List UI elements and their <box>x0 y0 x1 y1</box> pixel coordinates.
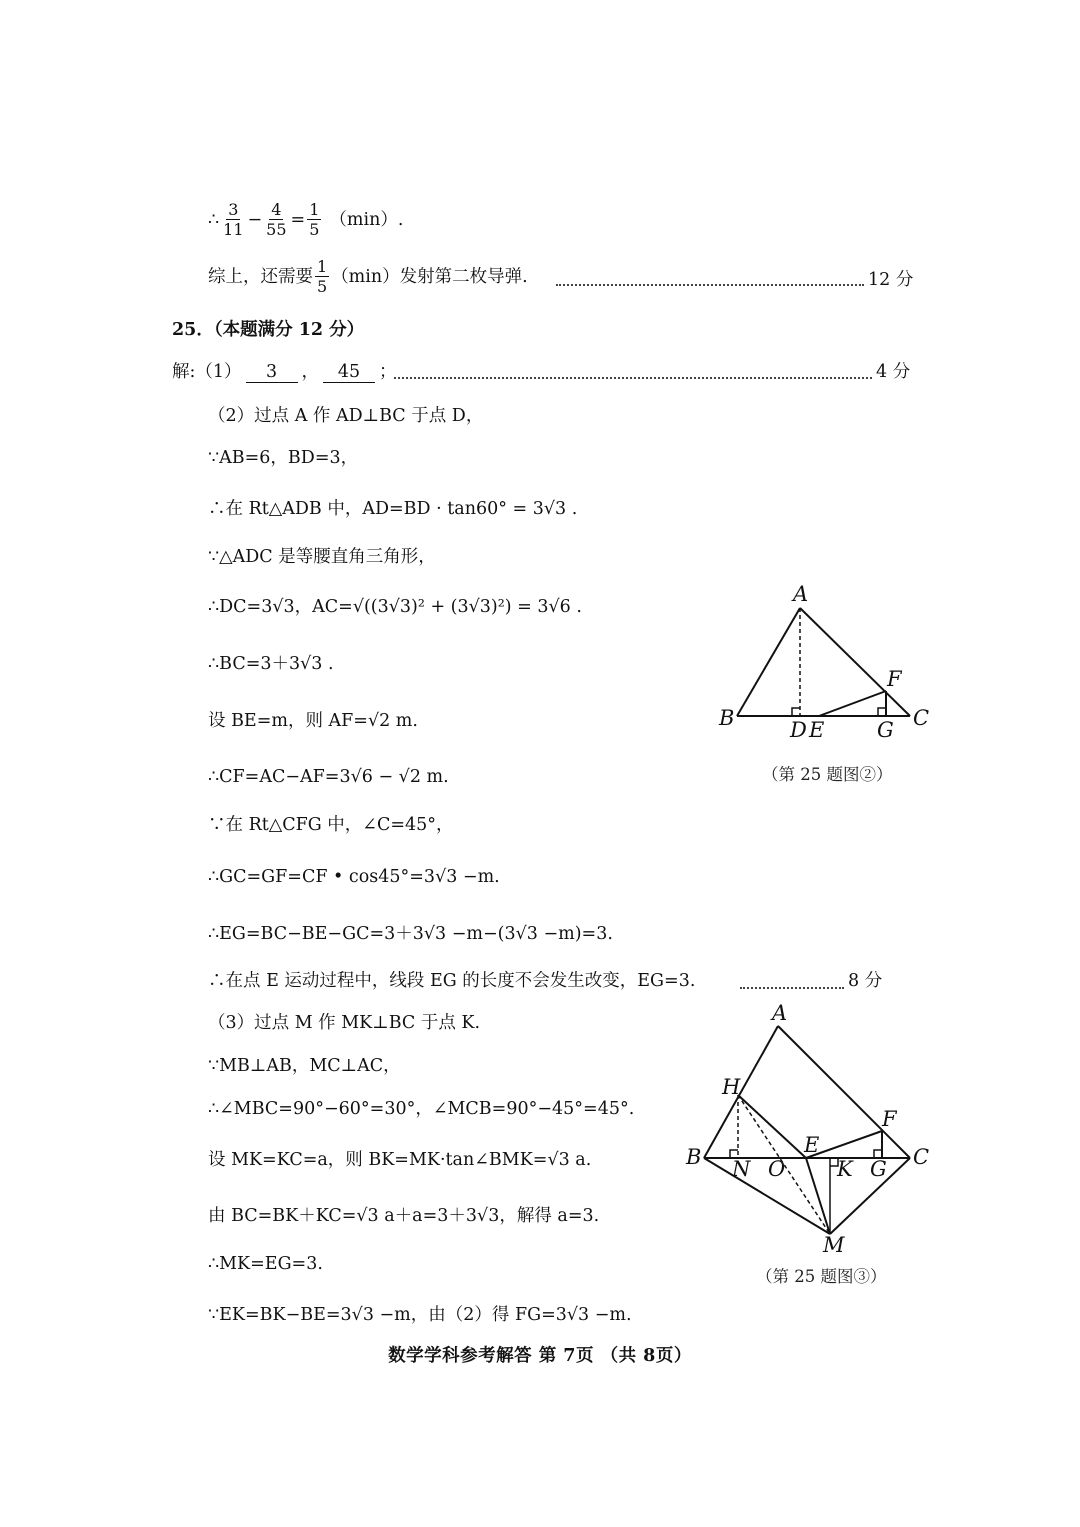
part1-prefix: 解:（1） <box>172 362 242 382</box>
segment-HE <box>738 1095 806 1158</box>
leader-dots <box>740 987 844 989</box>
label-B: B <box>686 1145 702 1169</box>
fraction-4-55 <box>264 200 288 239</box>
segment-EF <box>819 691 886 716</box>
score-4: 4 分 <box>876 362 911 382</box>
minus-sign: − <box>247 209 263 230</box>
semicolon: ； <box>379 362 397 382</box>
label-M: M <box>823 1233 845 1254</box>
summary-suffix: （min）发射第二枚导弹. <box>331 266 528 287</box>
fraction-3-11 <box>221 200 245 239</box>
score-8: 8 分 <box>848 971 883 991</box>
label-C: C <box>913 1145 930 1169</box>
equals-sign: = <box>290 209 306 230</box>
segment-AB <box>737 608 800 716</box>
solution-line: ∴BC=3＋3√3 . <box>208 654 334 674</box>
solution-line: 由 BC=BK＋KC=√3 a＋a=3＋3√3，解得 a=3. <box>208 1206 600 1226</box>
solution-line: 设 BE=m，则 AF=√2 m. <box>208 711 418 731</box>
segment-AC <box>800 608 910 716</box>
page-footer: 数学学科参考解答 第 7页 （共 8页） <box>388 1346 692 1366</box>
solution-line: ∴DC=3√3，AC=√((3√3)² + (3√3)²) = 3√6 . <box>208 597 582 617</box>
numerator: 3 <box>228 200 239 219</box>
solution-line: ∴MK=EG=3. <box>208 1254 323 1274</box>
answer-blank-2: 45 <box>323 362 375 383</box>
fraction-1-5 <box>307 200 321 239</box>
denominator: 5 <box>317 277 328 296</box>
score-12: 12 分 <box>868 270 914 290</box>
right-angle-D <box>792 708 800 716</box>
figure-2-diagram <box>705 580 945 750</box>
unit-text: （min）. <box>329 209 404 230</box>
label-A: A <box>772 1004 788 1025</box>
solution-line: ∵EK=BK−BE=3√3 −m，由（2）得 FG=3√3 −m. <box>208 1305 632 1325</box>
label-D: D <box>790 718 807 742</box>
label-G: G <box>877 718 894 742</box>
figure-3-diagram <box>680 1004 940 1254</box>
leader-dots <box>556 284 864 286</box>
numerator: 4 <box>271 200 282 219</box>
question-heading: 25．（本题满分 12 分） <box>172 320 365 340</box>
solution-line: ∴CF=AC−AF=3√6 − √2 m. <box>208 767 449 787</box>
label-B: B <box>719 706 735 730</box>
label-N: N <box>732 1157 751 1181</box>
solution-line: ∴GC=GF=CF • cos45°=3√3 −m. <box>208 867 500 887</box>
label-K: K <box>837 1157 853 1181</box>
figure-3-caption: （第 25 题图③） <box>756 1267 887 1286</box>
solution-line: （3）过点 M 作 MK⊥BC 于点 K. <box>208 1013 481 1033</box>
label-C: C <box>913 706 930 730</box>
label-F: F <box>882 1107 897 1131</box>
solution-line: ∴在点 E 运动过程中，线段 EG 的长度不会发生改变，EG=3. <box>208 971 696 991</box>
label-G: G <box>870 1157 887 1181</box>
denominator: 55 <box>266 220 287 239</box>
numerator: 1 <box>309 200 320 219</box>
solution-line: ∵在 Rt△CFG 中，∠C=45°， <box>208 815 454 835</box>
label-E: E <box>809 718 825 742</box>
label-A: A <box>793 582 809 606</box>
solution-line: ∵△ADC 是等腰直角三角形， <box>208 547 436 567</box>
summary-fraction <box>315 257 329 296</box>
denominator: 11 <box>223 220 244 239</box>
segment-AC <box>778 1026 910 1158</box>
solution-line: ∴在 Rt△ADB 中，AD=BD · tan60° = 3√3 . <box>208 499 578 519</box>
solution-line: ∵AB=6，BD=3， <box>208 448 359 468</box>
leader-dots <box>394 377 872 379</box>
fraction-equation <box>208 200 403 239</box>
answer-blank-1: 3 <box>246 362 298 383</box>
segment-BM <box>704 1158 830 1234</box>
label-F: F <box>887 667 902 691</box>
numerator: 1 <box>317 257 328 276</box>
therefore-symbol: ∴ <box>208 209 220 230</box>
solution-line: ∴EG=BC−BE−GC=3＋3√3 −m−(3√3 −m)=3. <box>208 924 613 944</box>
figure-2-caption: （第 25 题图②） <box>762 765 893 784</box>
part1-answer-line <box>172 360 397 384</box>
solution-line: ∵MB⊥AB，MC⊥AC， <box>208 1056 401 1076</box>
summary-prefix: 综上，还需要 <box>208 266 313 287</box>
label-H: H <box>722 1075 741 1099</box>
denominator: 5 <box>309 220 320 239</box>
solution-line: ∴∠MBC=90°−60°=30°，∠MCB=90°−45°=45°. <box>208 1099 635 1119</box>
label-E: E <box>804 1133 820 1157</box>
right-angle-G <box>878 708 886 716</box>
solution-line: （2）过点 A 作 AD⊥BC 于点 D， <box>208 406 484 426</box>
solution-line: 设 MK=KC=a，则 BK=MK·tan∠BMK=√3 a. <box>208 1150 592 1170</box>
summary-line <box>208 257 528 296</box>
label-O: O <box>768 1157 786 1181</box>
separator: ， <box>301 362 320 382</box>
